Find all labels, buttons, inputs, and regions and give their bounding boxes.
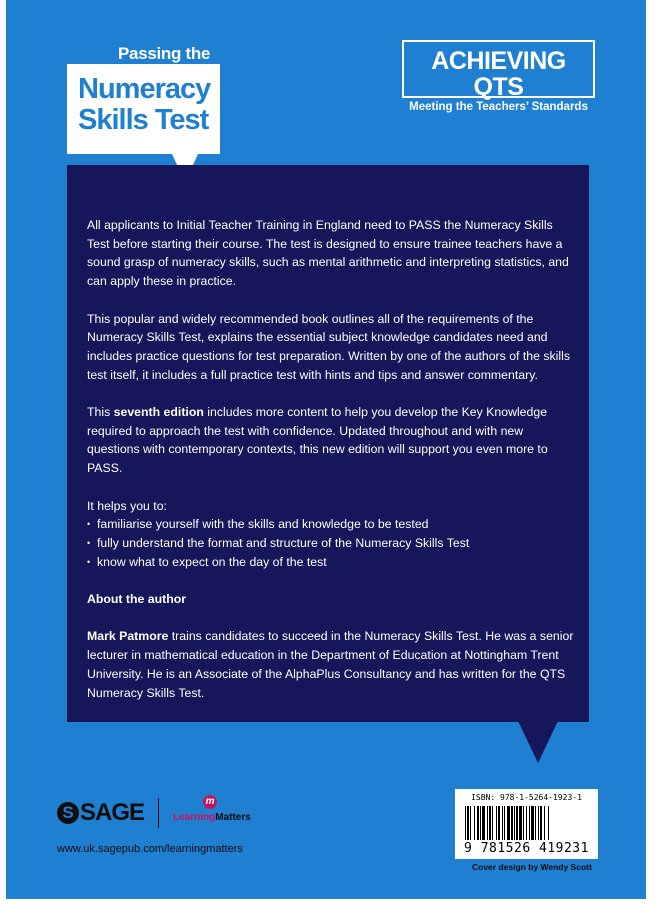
barcode-bar <box>467 806 469 840</box>
series-subtitle: Meeting the Teachers’ Standards <box>409 101 588 113</box>
barcode-bar <box>507 806 510 840</box>
lm-word-2: Matters <box>215 812 251 823</box>
barcode-bar <box>535 806 536 840</box>
barcode-bar <box>529 806 530 840</box>
publisher-logos <box>57 797 251 829</box>
barcode-bar <box>477 806 479 840</box>
barcode-bar <box>492 806 493 840</box>
barcode-bar <box>544 806 545 840</box>
barcode-bar <box>502 806 503 840</box>
barcode-bar <box>531 806 534 840</box>
barcode-bar <box>523 806 524 840</box>
publisher-url: www.uk.sagepub.com/learningmatters <box>57 843 243 855</box>
series-title: ACHIEVING QTS <box>431 47 566 101</box>
barcode-bar <box>465 806 466 840</box>
author-bio-text: trains candidates to succeed in the Numeracy Skills Test. He was a senior lecturer in mathematical education in the Department of Education at Nottingham Trent University. He is an Associate of the AlphaPlus Consultancy and has written for the QTS Numeracy Skills Test. <box>87 629 574 700</box>
helps-intro: It helps you to: <box>87 498 167 513</box>
barcode-bar <box>480 806 481 840</box>
learning-matters-badge-icon: m <box>203 795 217 809</box>
title-line-2: Skills Test <box>78 104 209 136</box>
sage-logo-word: SAGE <box>80 799 145 826</box>
title-line-1: Numeracy <box>78 73 211 105</box>
barcode-bar <box>482 806 485 840</box>
barcode-panel <box>455 789 598 859</box>
barcode-bar <box>516 806 518 840</box>
barcode-bar <box>548 806 549 840</box>
barcode-bar <box>540 806 542 840</box>
list-item: • familiarise yourself with the skills and knowledge to be tested <box>87 515 575 534</box>
blurb-paragraph-2: This popular and widely recommended book outlines all of the requirements of the Numeracy Skills Test, explains the essential subject knowledge candidates need and includes practice questions for test preparation. Written by one of the authors of the skills test itself, it includes a full practice test with hints and tips and answer commentary. <box>87 311 571 382</box>
blurb-paragraph-1: All applicants to Initial Teacher Training in England need to PASS the Numeracy Skills Test before starting their course. The test is designed to ensure trainee teachers have a sound grasp of numeracy skills, such as mental arithmetic and interpreting statistics, and can apply these in practice. <box>87 218 569 289</box>
blurb-text <box>87 216 575 721</box>
logo-divider <box>158 798 159 828</box>
learning-matters-logo <box>171 797 251 829</box>
cover-design-credit: Cover design by Wendy Scott <box>472 862 592 872</box>
barcode-bar <box>487 806 488 840</box>
series-badge <box>402 40 595 113</box>
benefit-list <box>87 515 575 571</box>
para3-suffix: includes more content to help you develop the Key Knowledge required to approach the test with confidence. Updated throughout and with new questions with contemporary contexts, this new edition will support you even more to PASS. <box>87 405 548 476</box>
barcode-bar <box>526 806 527 840</box>
barcode-bar <box>519 806 522 840</box>
lm-word-1: Learning <box>173 812 216 823</box>
list-item: • fully understand the format and structure of the Numeracy Skills Test <box>87 534 575 553</box>
author-name: Mark Patmore <box>87 629 169 644</box>
barcode-bar <box>474 806 475 840</box>
barcode-bar <box>498 806 500 840</box>
list-item: • know what to expect on the day of the test <box>87 553 575 572</box>
barcode-number: 9 781526 419231 <box>464 841 589 856</box>
barcode-bar <box>538 806 539 840</box>
barcode-bar <box>514 806 515 840</box>
blurb-paragraph-3 <box>87 403 575 478</box>
barcode-bar <box>511 806 513 840</box>
sage-logo-icon: S <box>57 802 79 824</box>
barcode-bars <box>465 806 588 840</box>
para3-prefix: This <box>87 405 114 419</box>
barcode-bar <box>470 806 471 840</box>
barcode-bar <box>496 806 497 840</box>
learning-matters-wordmark <box>173 812 251 823</box>
author-bio <box>87 627 575 702</box>
isbn-label: ISBN: 978-1-5264-1923-1 <box>471 793 582 802</box>
blurb-panel-pointer <box>518 721 558 763</box>
barcode-bar <box>489 806 491 840</box>
barcode-bar <box>504 806 505 840</box>
edition-emphasis: seventh edition <box>113 405 204 419</box>
about-author-heading: About the author <box>87 592 187 606</box>
book-title <box>78 74 218 136</box>
title-top-line: Passing the <box>118 44 211 63</box>
